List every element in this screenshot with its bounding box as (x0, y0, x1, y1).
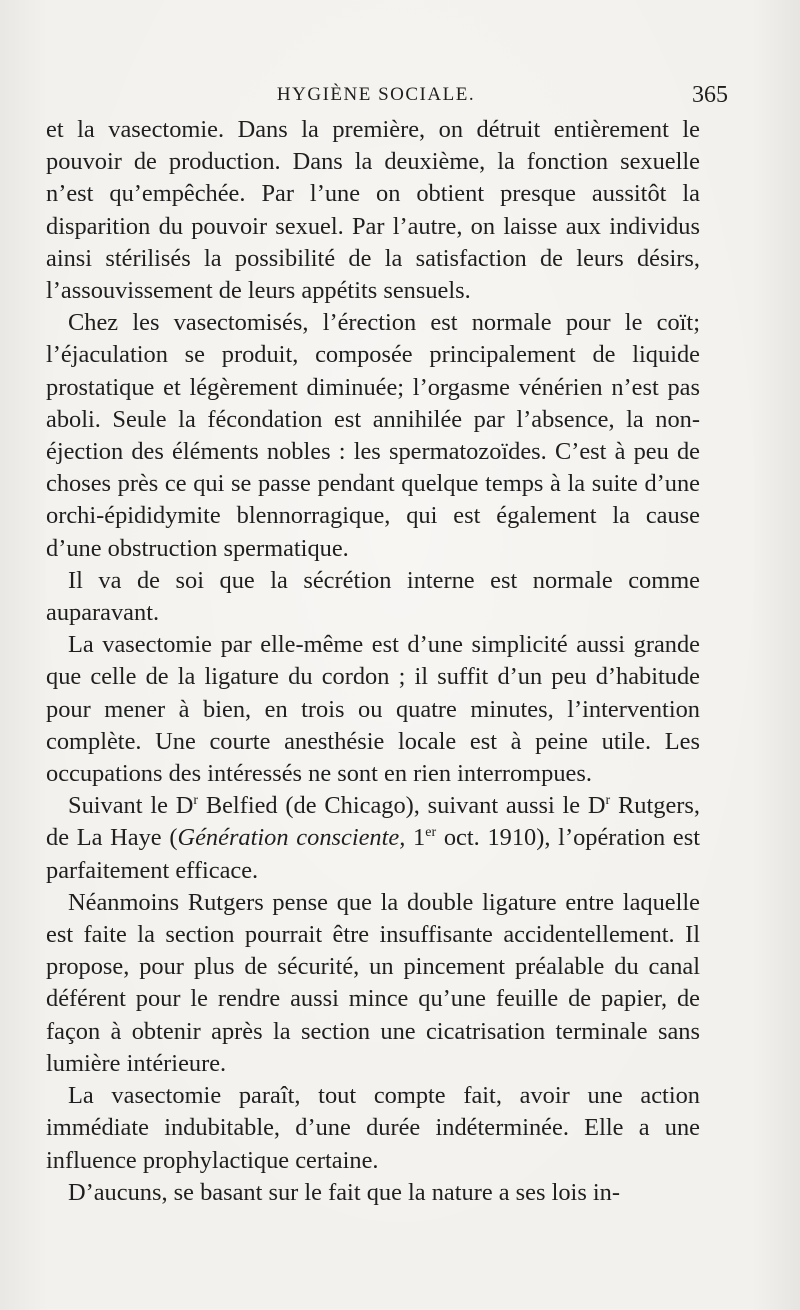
page-number: 365 (692, 82, 728, 108)
paragraph-6: Néanmoins Rutgers pense que la double ligature entre laquelle est faite la section pourrait être insuffisante accidentellement. Il propose, pour plus de sécurité, un pincement préalable du canal déférent pour le rendre aussi mince qu’une feuille de papier, de façon à obtenir après la section une cicatrisation terminale sans lumière intérieure. (46, 888, 700, 1077)
paragraph-7: La vasectomie paraît, tout compte fait, avoir une action immédiate indubitable, d’une durée indéterminée. Elle a une influence prophylactique certaine. (46, 1082, 700, 1174)
paragraph-5 (46, 790, 700, 887)
paragraph-5-text-e: oct. 1910), l’opération est parfaitement efficace. (46, 824, 701, 884)
paragraph-4: La vasectomie par elle-même est d’une simplicité aussi grande que celle de la ligature du cordon ; il suffit d’un peu d’habitude pour mener à bien, en trois ou quatre minutes, l’intervention complète. Une courte anesthésie locale est à peine utile. Les occupations des intéressés ne sont en rien interrompues. (46, 631, 700, 788)
paragraph-5-text-c: Rutgers, de La Haye ( (46, 792, 700, 852)
paragraph-5-text-d: 1 (405, 824, 426, 852)
superscript-r-2: r (605, 793, 611, 809)
paragraph-3: Il va de soi que la sécrétion interne est normale comme auparavant. (46, 566, 700, 627)
paragraph-2: Chez les vasectomisés, l’érection est normale pour le coït; l’éjaculation se produit, composée principalement de liquide prostatique et légèrement diminuée; l’orgasme vénérien n’est pas aboli. Seule la fécondation est annihilée par l’absence, la non-éjection des éléments nobles : les spermatozoïdes. C’est à peu de choses près ce qui se passe pendant quelque temps à la suite d’une orchi-épididymite blennorragique, qui est également la cause d’une obstruction spermatique. (46, 309, 700, 562)
italic-title: Génération consciente, (177, 824, 406, 852)
superscript-r-1: r (193, 793, 199, 809)
paragraph-1: et la vasectomie. Dans la première, on détruit entièrement le pouvoir de production. Dans la deuxième, la fonction sexuelle n’est qu’empêchée. Par l’une on obtient presque aussitôt la disparition du pouvoir sexuel. Par l’autre, on laisse aux individus ainsi stérilisés la possibilité de la satisfaction de leurs désirs, l’assouvissement de leurs appétits sensuels. (46, 116, 700, 305)
running-title: HYGIÈNE SOCIALE. (276, 84, 476, 105)
paragraph-8: D’aucuns, se basant sur le fait que la nature a ses lois in- (68, 1178, 621, 1206)
paragraph-5-text-b: Belfied (de Chicago), suivant aussi le D (198, 792, 606, 820)
superscript-er: er (425, 825, 437, 841)
body-text (46, 114, 700, 1209)
running-header (46, 82, 728, 114)
paragraph-5-text-a: Suivant le D (68, 792, 194, 820)
